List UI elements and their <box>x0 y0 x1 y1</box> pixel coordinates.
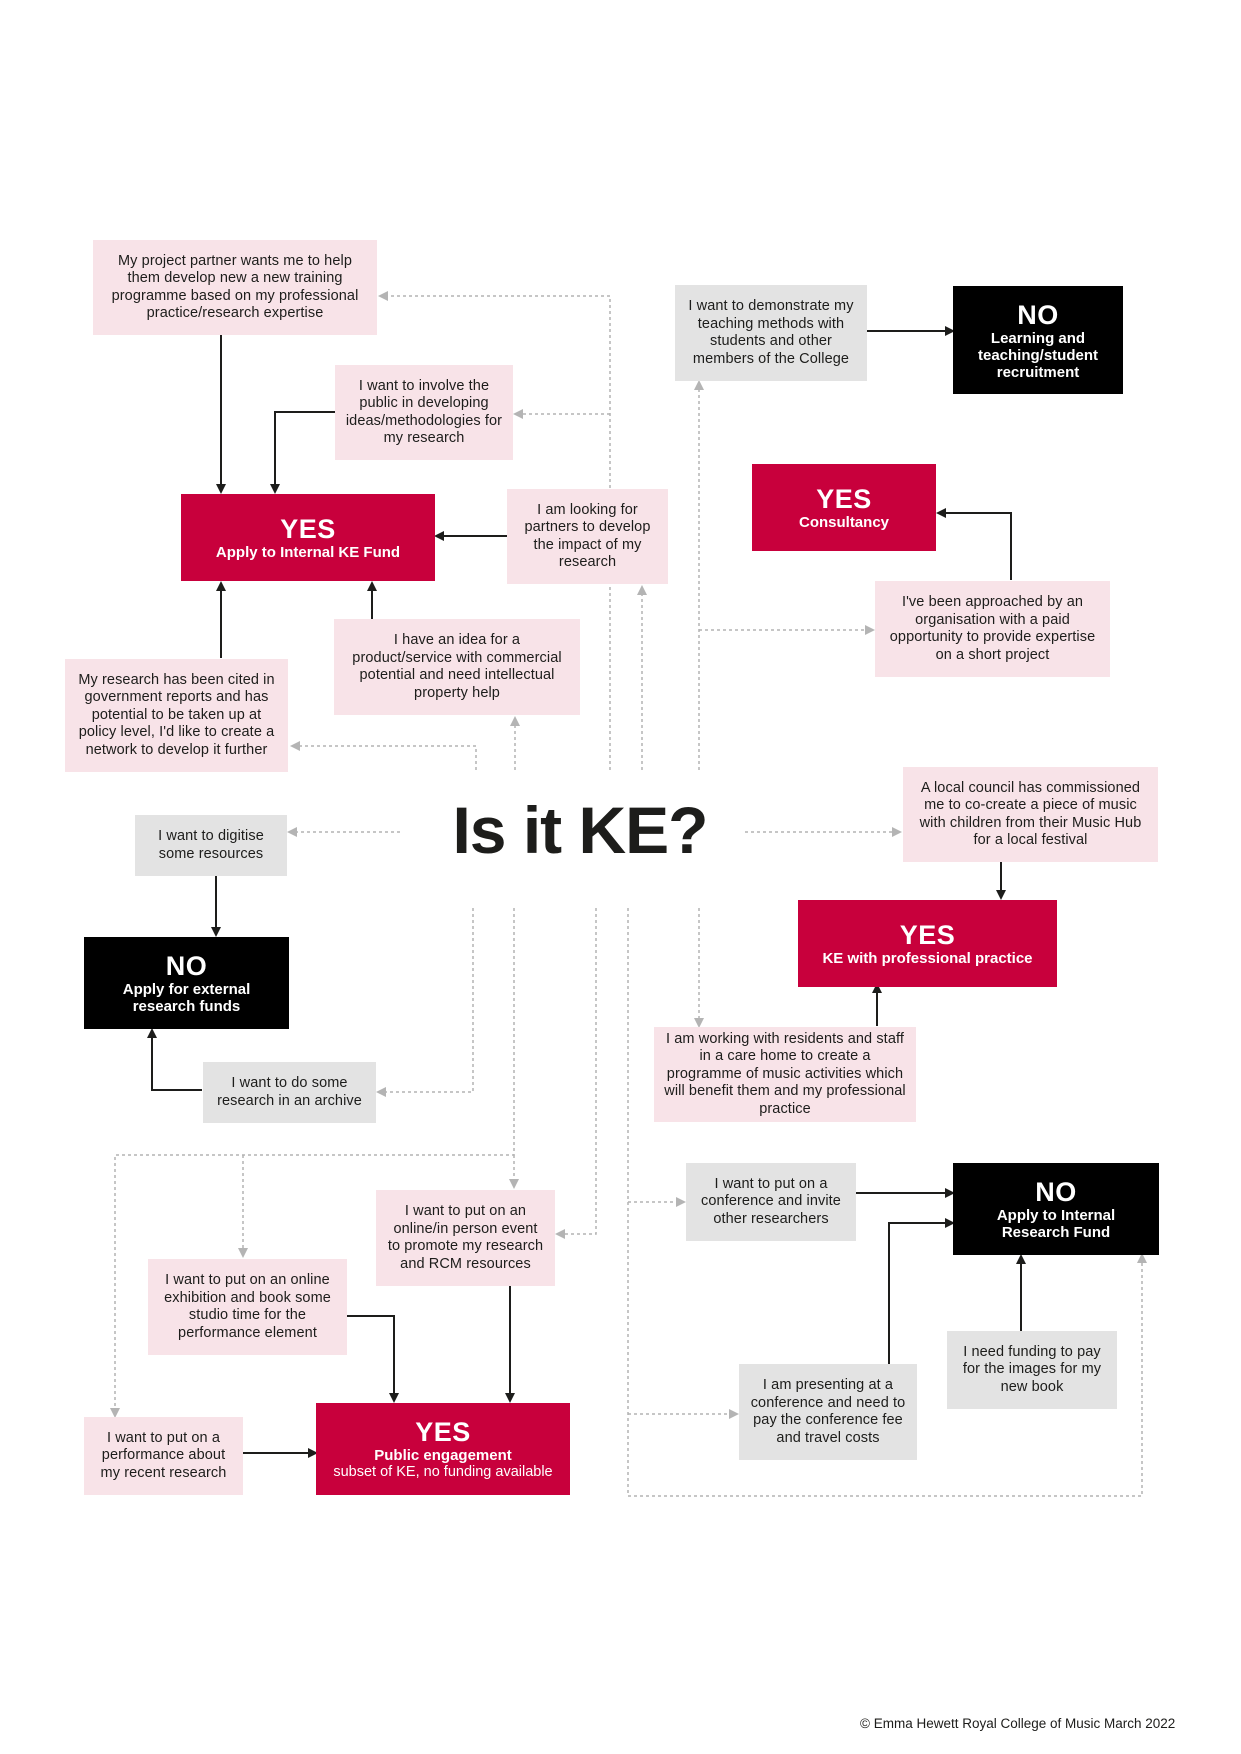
scenario-text: I want to put on a performance about my recent research <box>100 1429 227 1481</box>
outcome-sub: Consultancy <box>798 514 889 531</box>
scenario-text: I need funding to pay for the images for my new book <box>962 1343 1102 1395</box>
outcome-no-learning-teaching <box>953 286 1123 394</box>
outcome-head: YES <box>816 484 872 514</box>
scenario-text: I want to do some research in an archive <box>217 1075 362 1109</box>
outcome-yes-consultancy <box>752 464 936 551</box>
scenario-online-event <box>376 1190 555 1286</box>
scenario-involve-public <box>335 365 513 460</box>
scenario-text: My research has been cited in government reports and has potential to be taken up at policy level, I'd like to create a network to develop it further <box>78 671 275 758</box>
scenario-text: I am presenting at a conference and need to pay the conference fee and travel costs <box>750 1377 906 1446</box>
scenario-conference-invite <box>686 1163 856 1241</box>
scenario-text: I am working with residents and staff in a care home to create a programme of music activities which will benefit them and my professional practice <box>664 1030 906 1117</box>
scenario-demonstrate-teaching <box>675 285 867 381</box>
outcome-yes-public-engagement <box>316 1403 570 1495</box>
scenario-product-service <box>334 619 580 715</box>
scenario-text: A local council has commissioned me to co-create a piece of music with children from their Music Hub for a local festival <box>919 779 1142 848</box>
scenario-online-exhibition <box>148 1259 347 1355</box>
scenario-text: I want to put on an online exhibition and book some studio time for the performance element <box>164 1272 331 1341</box>
scenario-text: I want to digitise some resources <box>158 828 264 862</box>
outcome-sub: Learning and teaching/student recruitment <box>977 329 1098 381</box>
scenario-text: I want to demonstrate my teaching methods with students and other members of the College <box>688 298 854 367</box>
scenario-local-council <box>903 767 1158 862</box>
page-title: Is it KE? <box>452 793 708 867</box>
outcome-sub: Apply to Internal KE Fund <box>215 544 401 561</box>
scenario-presenting-conference <box>739 1364 917 1460</box>
scenario-text: I want to involve the public in developing ideas/methodologies for my research <box>345 377 503 446</box>
outcome-yes-professional-practice <box>798 900 1057 987</box>
outcome-note: subset of KE, no funding available <box>333 1464 553 1480</box>
scenario-archive <box>203 1062 376 1123</box>
scenario-text: I want to put on an online/in person event to promote my research and RCM resources <box>387 1203 544 1272</box>
scenario-performance <box>84 1417 243 1495</box>
scenario-approached-organisation <box>875 581 1110 677</box>
outcome-yes-internal-ke-fund <box>181 494 435 581</box>
copyright-footer: © Emma Hewett Royal College of Music March 2022 <box>860 1716 1176 1731</box>
scenario-care-home <box>654 1027 916 1122</box>
scenario-text: I've been approached by an organisation with a paid opportunity to provide expertise on a short project <box>889 594 1096 663</box>
scenario-text: I have an idea for a product/service with commercial potential and need intellectual property help <box>352 632 562 701</box>
scenario-partners-impact <box>507 489 668 584</box>
outcome-sub: Apply for external research funds <box>122 981 251 1015</box>
outcome-sub: Public engagement <box>374 1447 512 1464</box>
outcome-head: YES <box>899 920 956 950</box>
scenario-book-images <box>947 1331 1117 1409</box>
outcome-no-external-funds <box>84 937 289 1029</box>
outcome-head: NO <box>165 951 208 981</box>
outcome-head: NO <box>1017 299 1059 330</box>
scenario-training-programme <box>93 240 377 335</box>
scenario-text: My project partner wants me to help them develop new a new training programme based on my professional practice/research expertise <box>111 252 359 321</box>
outcome-no-internal-research-fund <box>953 1163 1159 1255</box>
outcome-sub: KE with professional practice <box>822 950 1033 967</box>
outcome-head: YES <box>280 514 336 544</box>
outcome-head: YES <box>415 1417 471 1447</box>
scenario-cited-research <box>65 659 288 772</box>
scenario-text: I want to put on a conference and invite other researchers <box>701 1175 841 1227</box>
outcome-sub: Apply to Internal Research Fund <box>996 1207 1116 1241</box>
scenario-digitise <box>135 815 287 876</box>
outcome-head: NO <box>1035 1177 1077 1207</box>
scenario-text: I am looking for partners to develop the impact of my research <box>524 501 651 570</box>
